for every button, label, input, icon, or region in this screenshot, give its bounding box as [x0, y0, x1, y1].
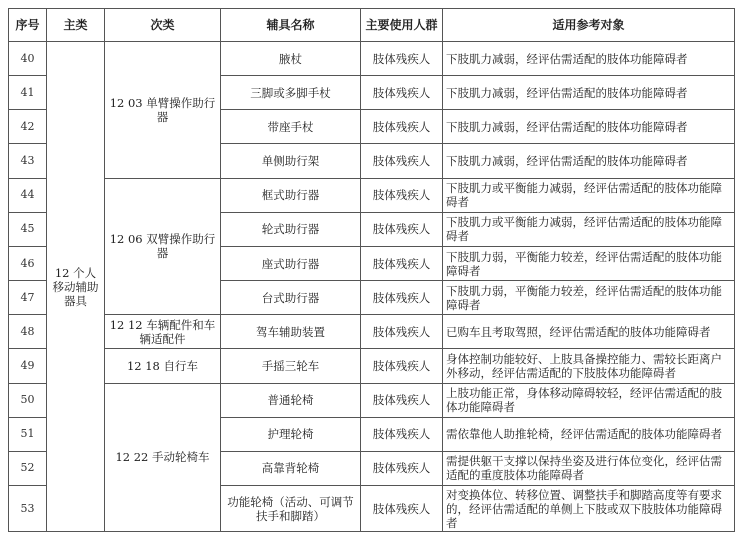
subcategory-cell: 12 18 自行车 [105, 349, 221, 383]
user-group: 肢体残疾人 [361, 315, 443, 349]
device-name: 座式助行器 [221, 246, 361, 280]
main-category-cell: 12 个人移动辅助器具 [47, 42, 105, 532]
row-serial: 44 [9, 178, 47, 212]
row-serial: 41 [9, 76, 47, 110]
header-row [9, 9, 735, 42]
user-group: 肢体残疾人 [361, 486, 443, 532]
row-serial: 47 [9, 281, 47, 315]
device-name: 腋杖 [221, 42, 361, 76]
target-description: 需提供躯干支撑以保持坐姿及进行体位变化，经评估需适配的重度肢体功能障碍者 [443, 451, 735, 485]
row-serial: 53 [9, 486, 47, 532]
device-name: 台式助行器 [221, 281, 361, 315]
device-name: 框式助行器 [221, 178, 361, 212]
user-group: 肢体残疾人 [361, 178, 443, 212]
target-description: 对变换体位、转移位置、调整扶手和脚踏高度等有要求的，经评估需适配的单侧上下肢或双下肢肢体功能障碍者 [443, 486, 735, 532]
user-group: 肢体残疾人 [361, 212, 443, 246]
user-group: 肢体残疾人 [361, 417, 443, 451]
device-name: 功能轮椅（活动、可调节扶手和脚踏） [221, 486, 361, 532]
target-description: 已购车且考取驾照，经评估需适配的肢体功能障碍者 [443, 315, 735, 349]
table-row [9, 178, 735, 212]
target-description: 上肢功能正常，身体移动障碍较轻，经评估需适配的肢体功能障碍者 [443, 383, 735, 417]
row-serial: 40 [9, 42, 47, 76]
header-device-name: 辅具名称 [221, 9, 361, 42]
target-description: 下肢肌力弱，平衡能力较差，经评估需适配的肢体功能障碍者 [443, 246, 735, 280]
assistive-device-table [8, 8, 735, 532]
table-row [9, 383, 735, 417]
target-description: 下肢肌力或平衡能力减弱，经评估需适配的肢体功能障碍者 [443, 178, 735, 212]
row-serial: 51 [9, 417, 47, 451]
header-main-category: 主类 [47, 9, 105, 42]
user-group: 肢体残疾人 [361, 42, 443, 76]
target-description: 身体控制功能较好、上肢具备操控能力、需较长距离户外移动，经评估需适配的下肢肢体功能障碍者 [443, 349, 735, 383]
row-serial: 48 [9, 315, 47, 349]
target-description: 下肢肌力或平衡能力减弱，经评估需适配的肢体功能障碍者 [443, 212, 735, 246]
user-group: 肢体残疾人 [361, 144, 443, 178]
header-subcategory: 次类 [105, 9, 221, 42]
device-name: 护理轮椅 [221, 417, 361, 451]
device-name: 高靠背轮椅 [221, 451, 361, 485]
row-serial: 50 [9, 383, 47, 417]
user-group: 肢体残疾人 [361, 451, 443, 485]
header-target: 适用参考对象 [443, 9, 735, 42]
user-group: 肢体残疾人 [361, 110, 443, 144]
row-serial: 52 [9, 451, 47, 485]
user-group: 肢体残疾人 [361, 281, 443, 315]
device-name: 手摇三轮车 [221, 349, 361, 383]
row-serial: 49 [9, 349, 47, 383]
target-description: 需依靠他人助推轮椅，经评估需适配的肢体功能障碍者 [443, 417, 735, 451]
device-name: 轮式助行器 [221, 212, 361, 246]
user-group: 肢体残疾人 [361, 76, 443, 110]
row-serial: 46 [9, 246, 47, 280]
target-description: 下肢肌力弱，平衡能力较差，经评估需适配的肢体功能障碍者 [443, 281, 735, 315]
header-serial: 序号 [9, 9, 47, 42]
header-user-group: 主要使用人群 [361, 9, 443, 42]
row-serial: 43 [9, 144, 47, 178]
target-description: 下肢肌力减弱，经评估需适配的肢体功能障碍者 [443, 144, 735, 178]
user-group: 肢体残疾人 [361, 383, 443, 417]
subcategory-cell: 12 22 手动轮椅车 [105, 383, 221, 531]
device-name: 三脚或多脚手杖 [221, 76, 361, 110]
device-name: 驾车辅助装置 [221, 315, 361, 349]
row-serial: 45 [9, 212, 47, 246]
target-description: 下肢肌力减弱，经评估需适配的肢体功能障碍者 [443, 42, 735, 76]
device-name: 带座手杖 [221, 110, 361, 144]
device-name: 单侧助行架 [221, 144, 361, 178]
target-description: 下肢肌力减弱，经评估需适配的肢体功能障碍者 [443, 110, 735, 144]
subcategory-cell: 12 03 单臂操作助行器 [105, 42, 221, 179]
subcategory-cell: 12 12 车辆配件和车辆适配件 [105, 315, 221, 349]
user-group: 肢体残疾人 [361, 246, 443, 280]
row-serial: 42 [9, 110, 47, 144]
user-group: 肢体残疾人 [361, 349, 443, 383]
target-description: 下肢肌力减弱，经评估需适配的肢体功能障碍者 [443, 76, 735, 110]
subcategory-cell: 12 06 双臂操作助行器 [105, 178, 221, 315]
device-name: 普通轮椅 [221, 383, 361, 417]
table-row [9, 42, 735, 76]
table-row [9, 315, 735, 349]
table-row [9, 349, 735, 383]
